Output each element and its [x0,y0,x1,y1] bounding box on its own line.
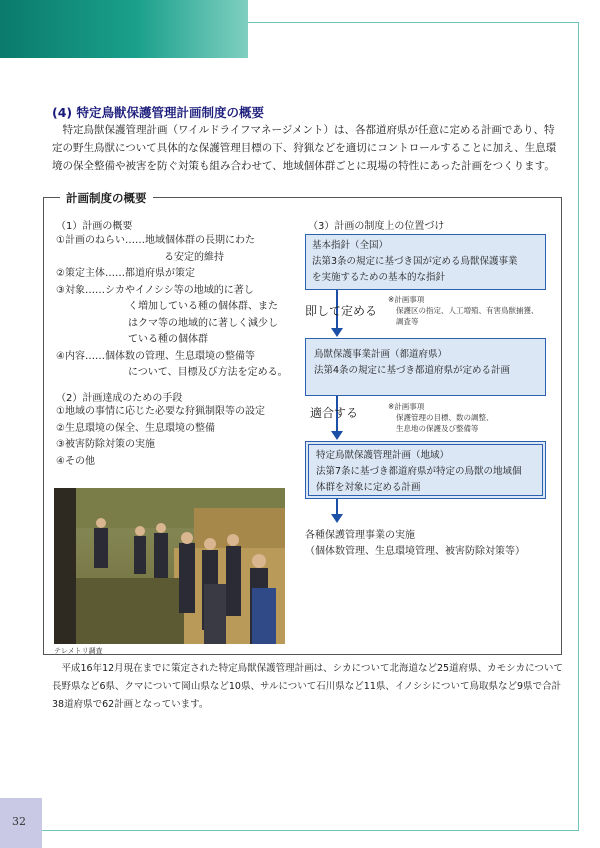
result-detail: （個体数管理、生息環境管理、被害防除対策等） [305,546,525,557]
means-heading: （2）計画達成のための手段 [56,393,183,404]
flow-box-title: 基本指針（全国） [312,240,389,251]
note-line: 保護管理の目標、数の調整、 [396,413,494,422]
overview-item-aim-cont: る安定的維持 [164,251,224,263]
flow-label-comply: 適合する [310,406,359,420]
flow-box-title: 鳥獣保護事業計画（都道府県） [314,349,448,360]
means-item: ②生息環境の保全、生息環境の整備 [56,422,215,434]
overview-item-target-cont1: く増加している種の個体群、また [128,301,278,312]
flow-result [305,528,525,560]
header-bar [0,0,248,58]
means-item: ③被害防除対策の実施 [56,439,155,450]
overview-item-content-cont: について、目標及び方法を定める。 [128,367,288,378]
means-item: ①地域の事情に応じた必要な狩猟制限等の設定 [56,406,265,417]
note-heading: ※計画事項 [388,402,425,411]
overview-heading: （1）計画の概要 [56,221,133,232]
flow-box-text: を実施するための基本的な指針 [312,272,446,283]
overview-item-content: ④内容……個体数の管理、生息環境の整備等 [56,350,255,362]
overview-item-body: ②策定主体……都道府県が策定 [56,268,195,279]
overview-list [56,233,288,382]
flow-note-1 [388,294,539,327]
flow-box-protection-plan [305,338,546,396]
page-number: 32 [12,815,26,828]
flow-arrow-3-head [331,514,343,523]
flow-box-text: 法第4条の規定に基づき都道府県が定める計画 [314,365,511,376]
flow-label-conform: 即して定める [305,304,378,318]
photo-caption: テレメトリ調査 [54,647,103,655]
footer-paragraph: 平成16年12月現在までに策定された特定鳥獣保護管理計画は、シカについて北海道など25道府県、カモシカについて長野県など6県、クマについて岡山県など10県、サルについて石川県など11県、イノシシについて鳥取県など9県で合計38道府県で62計画となっています。 [52,663,563,710]
means-list [56,404,265,470]
flow-box-basic-guideline [305,234,546,290]
overview-item-aim: ①計画のねらい……地域個体群の長期にわた [56,235,255,246]
flow-box-title: 特定鳥獣保護管理計画（地域） [316,450,450,461]
flow-arrow-1-head [331,328,343,337]
telemetry-photo [54,488,285,644]
intro-paragraph: 特定鳥獣保護管理計画（ワイルドライフマネージメント）は、各都道府県が任意に定める計画であり、特定の野生鳥獣について具体的な保護管理目標の下、狩猟などを適切にコントロールすることに加え、生息環境の保全整備や被害を防ぐ対策も組み合わせて、地域個体群ごとに現場の特性にあった計画をつくります。 [52,124,557,172]
section-title: (4) 特定鳥獣保護管理計画制度の概要 [52,105,264,120]
position-heading: （3）計画の制度上の位置づけ [308,221,445,232]
result-title: 各種保護管理事業の実施 [305,530,415,541]
flow-box-text: 法第3条の規定に基づき国が定める鳥獣保護事業 [312,256,518,267]
means-item: ④その他 [56,455,95,467]
header-rule [248,22,578,23]
overview-item-target-cont3: ている種の個体群 [128,334,208,345]
note-line: 生息地の保護及び整備等 [396,424,479,433]
note-line: 保護区の指定、人工増殖、有害鳥獣捕獲、 [396,306,539,315]
flow-note-2 [388,401,494,434]
overview-item-target-cont2: はクマ等の地域的に著しく減少し [128,317,278,329]
note-heading: ※計画事項 [388,295,425,304]
page-frame-bottom [42,830,579,831]
flow-arrow-2-head [331,431,343,440]
flow-box-specific-plan [305,441,546,499]
flow-box-text: 体群を対象に定める計画 [316,482,421,493]
overview-item-target: ③対象……シカやイノシシ等の地域的に著し [56,284,254,296]
note-line: 調査等 [396,317,419,326]
page-frame-right [578,22,579,830]
outline-title: 計画制度の概要 [60,190,153,206]
flow-box-text: 法第7条に基づき都道府県が特定の鳥獣の地域個 [316,466,522,477]
